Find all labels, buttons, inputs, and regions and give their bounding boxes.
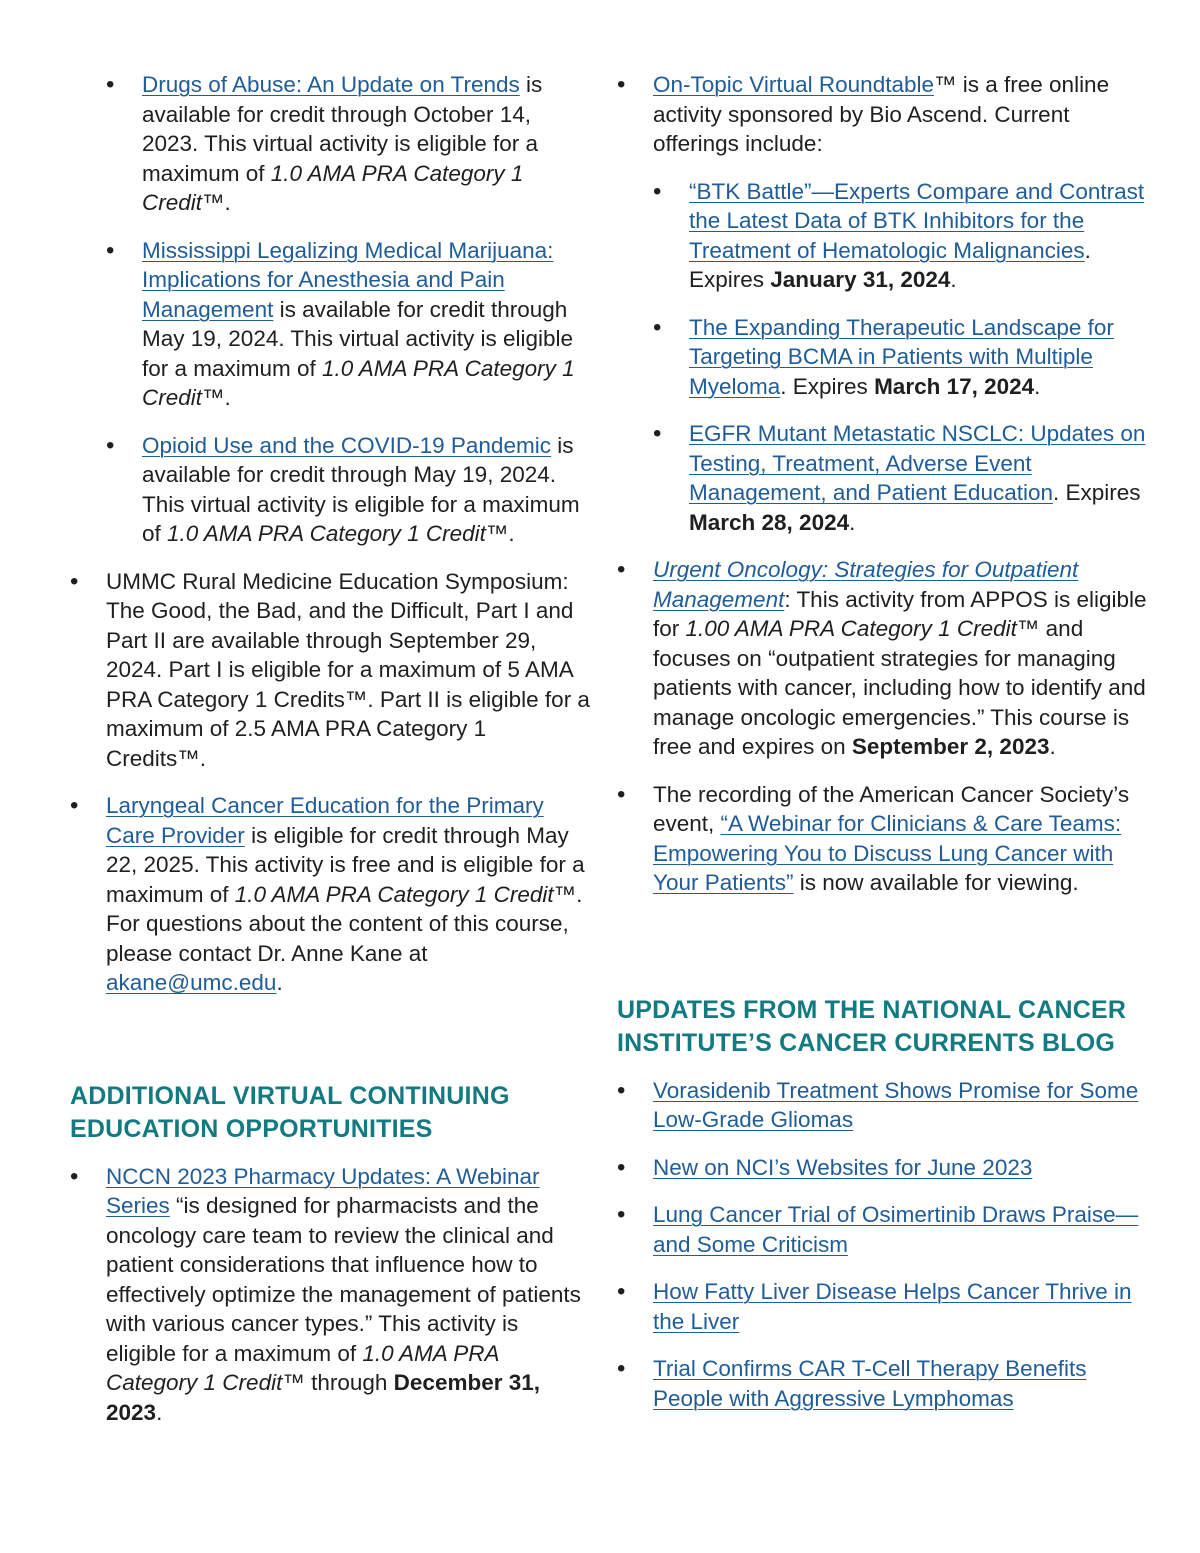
blog-link-car-t[interactable]: Trial Confirms CAR T-Cell Therapy Benefits People with Aggressive Lymphomas: [653, 1356, 1087, 1411]
laryngeal-cancer-link[interactable]: Laryngeal Cancer Education for the Primary Care Provider: [106, 793, 544, 848]
list-item: • Urgent Oncology: Strategies for Outpatient Management: This activity from APPOS is eligible for 1.00 AMA PRA Category 1 Credit™ and focuses on “outpatient strategies for managing patients with cancer, including how to identify and manage oncologic emergencies.” This course is free and expires on September 2, 2023.: [617, 555, 1147, 762]
spacer: [617, 916, 1147, 994]
list-item: • The Expanding Therapeutic Landscape for Targeting BCMA in Patients with Multiple Myeloma. Expires March 17, 2024.: [653, 313, 1147, 402]
blog-link-osimertinib[interactable]: Lung Cancer Trial of Osimertinib Draws Praise—and Some Criticism: [653, 1202, 1139, 1257]
list-item: • On-Topic Virtual Roundtable™ is a free online activity sponsored by Bio Ascend. Current offerings include: • “BTK Battle”—Experts Compare and Contrast the Latest Data of BTK Inhibitors for the Treatment of Hematologic Malignancies. Expires January 31, 2024. • The Expanding Therapeutic Landscape for Targeting BCMA in Patients with Multiple Myeloma. Expires March 17, 2024. • EGFR Mutant Metastatic NSCLC: Updates on Testing, Treatment, Adverse Event Management, and Patient Education. Expires March 28, 2024.: [617, 70, 1147, 537]
list-item: • “BTK Battle”—Experts Compare and Contrast the Latest Data of BTK Inhibitors for the Treatment of Hematologic Malignancies. Expires January 31, 2024.: [653, 177, 1147, 295]
list-item: [617, 1354, 1147, 1413]
roundtable-offerings-list: [653, 177, 1147, 538]
list-item: [617, 1200, 1147, 1259]
urgent-oncology-link[interactable]: Urgent Oncology: Strategies for Outpatient Management: [653, 557, 1079, 612]
email-link[interactable]: akane@umc.edu: [106, 970, 277, 995]
acs-webinar-link[interactable]: “A Webinar for Clinicians & Care Teams: Empowering You to Discuss Lung Cancer with Your Patients”: [653, 811, 1122, 895]
on-topic-roundtable-link[interactable]: On-Topic Virtual Roundtable: [653, 72, 934, 97]
ummc-symposium-text: UMMC Rural Medicine Education Symposium: The Good, the Bad, and the Difficult, Part I and Part II are available through September 29, 2024. Part I is eligible for a maximum of 5 AMA PRA Category 1 Credits™. Part II is eligible for a maximum of 2.5 AMA PRA Category 1 Credits™.: [106, 568, 590, 771]
drugs-of-abuse-link[interactable]: Drugs of Abuse: An Update on Trends: [142, 72, 520, 97]
list-item: • Drugs of Abuse: An Update on Trends is available for credit through October 14, 2023. This virtual activity is eligible for a maximum of 1.0 AMA PRA Category 1 Credit™.: [106, 70, 590, 218]
spacer: [70, 1016, 590, 1080]
bcma-myeloma-link[interactable]: The Expanding Therapeutic Landscape for Targeting BCMA in Patients with Multiple Myeloma: [689, 314, 1114, 399]
list-item: • EGFR Mutant Metastatic NSCLC: Updates on Testing, Treatment, Adverse Event Management, and Patient Education. Expires March 28, 2024.: [653, 419, 1147, 537]
list-item: [617, 1277, 1147, 1336]
left-column: [70, 70, 590, 1445]
opioid-covid-link[interactable]: Opioid Use and the COVID-19 Pandemic: [142, 432, 551, 458]
section-heading-nci-blog: UPDATES FROM THE NATIONAL CANCER INSTITUTE’S CANCER CURRENTS BLOG: [617, 995, 1127, 1057]
btk-battle-link[interactable]: “BTK Battle”—Experts Compare and Contrast the Latest Data of BTK Inhibitors for the Treatment of Hematologic Malignancies: [689, 178, 1145, 263]
list-item: • NCCN 2023 Pharmacy Updates: A Webinar Series “is designed for pharmacists and the oncology care team to review the clinical and patient considerations that influence how to effectively optimize the management of patients with various cancer types.” This activity is eligible for a maximum of 1.0 AMA PRA Category 1 Credit™ through December 31, 2023.: [70, 1162, 590, 1428]
list-item: [617, 1153, 1147, 1183]
additional-ce-list: [70, 1162, 590, 1428]
list-item: • Opioid Use and the COVID-19 Pandemic is available for credit through May 19, 2024. This virtual activity is eligible for a maximum of 1.0 AMA PRA Category 1 Credit™.: [106, 431, 590, 549]
nci-blog-list: [617, 1076, 1147, 1414]
blog-link-nci-websites[interactable]: New on NCI’s Websites for June 2023: [653, 1154, 1033, 1180]
list-item: • The recording of the American Cancer Society’s event, “A Webinar for Clinicians & Care Teams: Empowering You to Discuss Lung Cancer with Your Patients” is now available for viewing.: [617, 780, 1147, 898]
list-item: [617, 1076, 1147, 1135]
right-column: [617, 70, 1147, 1431]
education-list: [70, 567, 590, 998]
blog-link-vorasidenib[interactable]: Vorasidenib Treatment Shows Promise for Some Low-Grade Gliomas: [653, 1077, 1139, 1132]
list-item: [70, 567, 590, 774]
list-item: • Laryngeal Cancer Education for the Primary Care Provider is eligible for credit through May 22, 2025. This activity is free and is eligible for a maximum of 1.0 AMA PRA Category 1 Credit™. For questions about the content of this course, please contact Dr. Anne Kane at akane@umc.edu.: [70, 791, 590, 998]
blog-link-fatty-liver[interactable]: How Fatty Liver Disease Helps Cancer Thrive in the Liver: [653, 1279, 1132, 1334]
right-education-list: [617, 70, 1147, 898]
nccn-webinar-link[interactable]: NCCN 2023 Pharmacy Updates: A Webinar Series: [106, 1163, 540, 1218]
section-heading-additional-ce: ADDITIONAL VIRTUAL CONTINUING EDUCATION OPPORTUNITIES: [70, 1081, 510, 1143]
list-item: • Mississippi Legalizing Medical Marijuana: Implications for Anesthesia and Pain Management is available for credit through May 19, 2024. This virtual activity is eligible for a maximum of 1.0 AMA PRA Category 1 Credit™.: [106, 236, 590, 413]
virtual-activities-list: [106, 70, 590, 549]
egfr-nsclc-link[interactable]: EGFR Mutant Metastatic NSCLC: Updates on Testing, Treatment, Adverse Event Management, and Patient Education: [689, 421, 1146, 505]
mississippi-marijuana-link[interactable]: Mississippi Legalizing Medical Marijuana: Implications for Anesthesia and Pain Management: [142, 237, 554, 322]
